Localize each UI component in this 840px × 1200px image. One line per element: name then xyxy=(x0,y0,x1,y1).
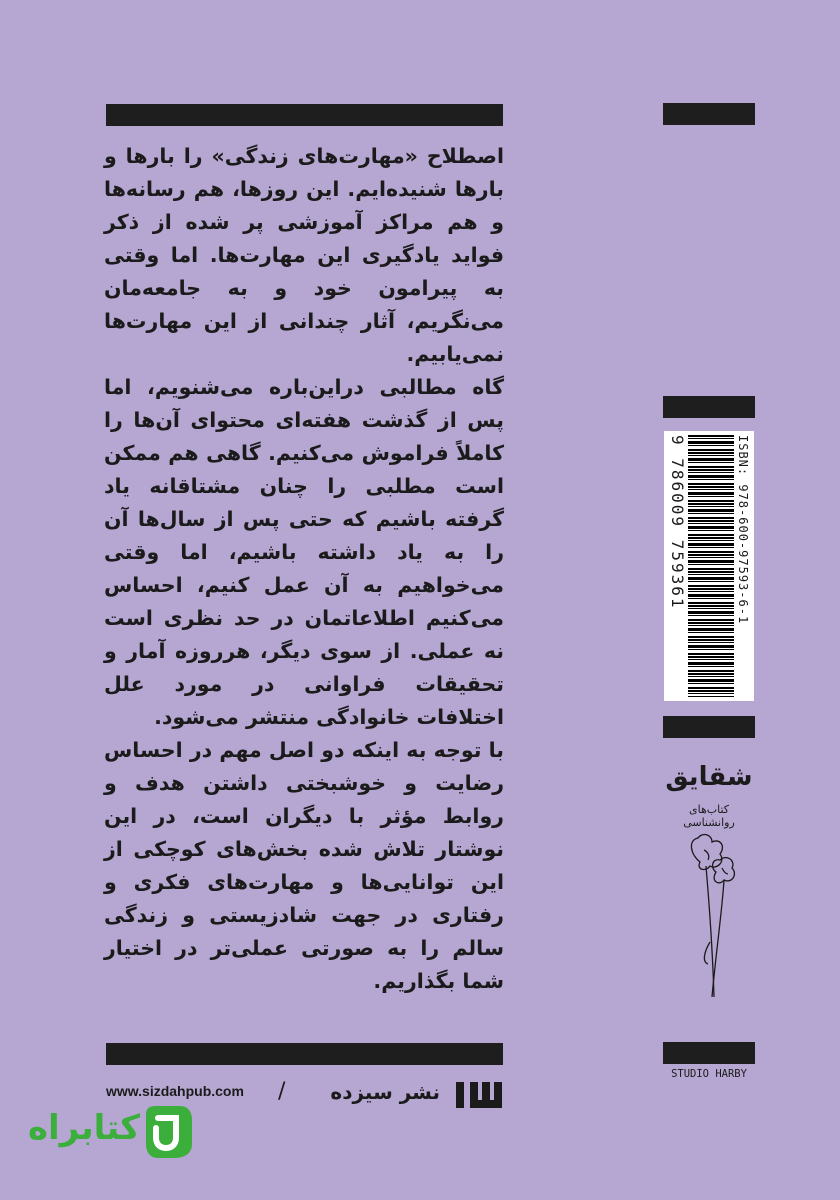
imprint-name: شقایق xyxy=(665,762,753,792)
studio-credit: STUDIO HARBY xyxy=(671,1068,747,1080)
isbn-label: ISBN: 978-600-97593-6-1 xyxy=(736,435,750,625)
blurb-paragraph-1: اصطلاح «مهارت‌های زندگی» را بارها و بارها شنیده‌ایم. این روزها، هم رسانه‌ها و هم مراکز آموزشی پر شده از ذکر فواید یادگیری این مهارت‌ها. اما وقتی به پیرامون خود و به جامعه‌مان می‌نگریم، آثار چندانی از این مهارت‌ها نمی‌یابیم. xyxy=(104,144,504,366)
publisher-name: نشر سیزده xyxy=(330,1080,440,1104)
publisher-website[interactable]: www.sizdahpub.com xyxy=(106,1083,244,1099)
blurb-paragraph-3: با توجه به اینکه دو اصل مهم در احساس رضایت و خوشبختی داشتن هدف و روابط مؤثر با دیگران است، در این نوشتار تلاش شده بخش‌های کوچکی از این توانایی‌ها و مهارت‌های فکری و رفتاری در جهت شادزیستی و زندگی سالم را به صورتی عملی‌تر در اختیار شما بگذاریم. xyxy=(104,738,504,993)
separator-slash: / xyxy=(278,1079,286,1104)
isbn-barcode xyxy=(664,431,754,701)
number-13-logo-icon xyxy=(454,1080,504,1110)
top-divider-bar xyxy=(106,104,503,126)
barcode-stripes xyxy=(688,435,734,697)
spine-bar-below-barcode xyxy=(663,716,755,738)
ketabrah-logo-icon xyxy=(140,1104,194,1160)
back-cover-blurb xyxy=(104,140,504,998)
poppy-flower-icon xyxy=(682,832,742,1002)
spine-bar-above-barcode xyxy=(663,396,755,418)
spine-bar-top xyxy=(663,103,755,125)
watermark-name: کتابراه xyxy=(27,1108,140,1148)
imprint-subtitle: کتاب‌های روانشناسی xyxy=(683,803,735,829)
spine-bar-bottom xyxy=(663,1042,755,1064)
bottom-divider-bar xyxy=(106,1043,503,1065)
barcode-digits: 9 786009 759361 xyxy=(668,435,687,610)
blurb-paragraph-2: گاه مطالبی دراین‌باره می‌شنویم، اما پس از گذشت هفته‌ای محتوای آن‌ها را کاملاً فراموش می‌کنیم. گاهی هم ممکن است مطلبی را چنان مشتاقانه یاد گرفته باشیم که حتی پس از سال‌ها آن را به یاد داشته باشیم، اما وقتی می‌خواهیم به آن عمل کنیم، احساس می‌کنیم اطلاعاتمان در حد نظری است نه عملی. از سوی دیگر، هرروزه آمار و تحقیقات فراوانی در مورد علل اختلافات خانوادگی منتشر می‌شود. xyxy=(104,375,504,729)
